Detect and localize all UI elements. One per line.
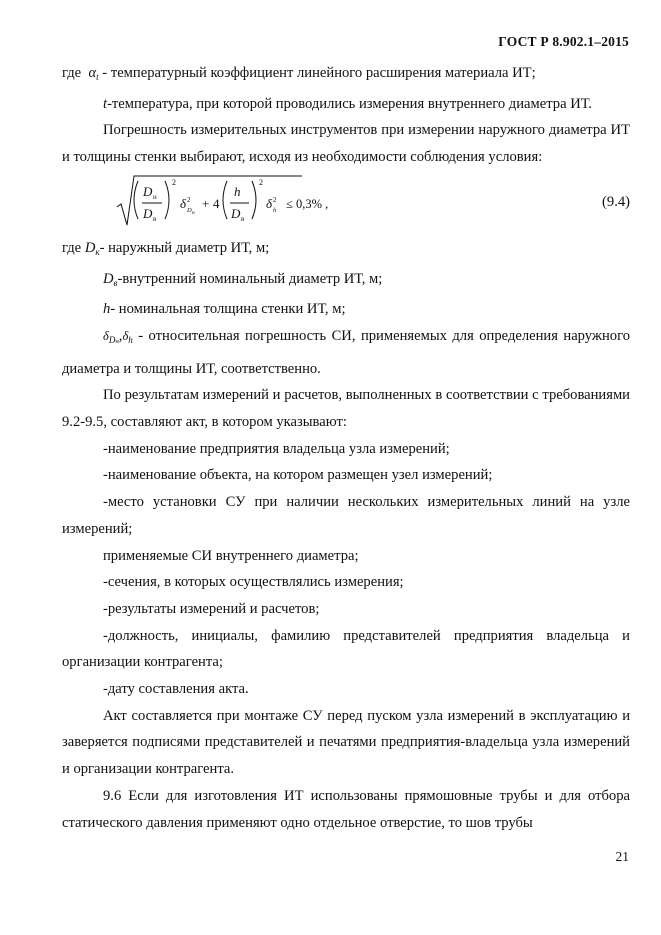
dk-subscript: к <box>95 246 100 257</box>
dv-symbol: D <box>103 270 114 287</box>
temperature-definition <box>62 91 630 118</box>
delta-h-sub: h <box>128 334 133 345</box>
list-item: -сечения, в которых осуществлялись измерения; <box>103 574 404 591</box>
standard-header: ГОСТ Р 8.902.1–2015 <box>498 34 629 49</box>
list-item: -место установки СУ при наличии нескольких измерительных линий на узле измерений; <box>62 494 630 537</box>
where-word-2: где <box>62 239 82 256</box>
document-body <box>62 60 630 836</box>
act-intro: По результатам измерений и расчетов, выполненных в соответствии с требованиями 9.2-9.5, составляют акт, в котором указывают: <box>62 387 630 431</box>
delta-d-sub: D <box>108 334 116 345</box>
alpha-description: - температурный коэффициент линейного расширения материала ИТ; <box>98 65 536 81</box>
list-item: -наименование предприятия владельца узла измерений; <box>103 440 450 457</box>
delta-h: δ <box>266 195 273 211</box>
dk-definition <box>62 235 630 266</box>
delta-description: - относительная погрешность СИ, применяемых для определения наружного диаметра и толщины ИТ, соответственно. <box>62 327 630 377</box>
t-symbol: t <box>103 95 108 112</box>
list-item: -результаты измерений и расчетов; <box>103 600 320 617</box>
formula-number: (9.4) <box>602 193 630 210</box>
list-item: -дату составления акта. <box>103 681 249 698</box>
delta-d-subscript: D <box>187 206 192 214</box>
alpha-definition <box>62 60 630 91</box>
delta-h-symbol: δ <box>122 328 129 343</box>
exponent-2: 2 <box>259 177 263 187</box>
delta-definition <box>62 323 630 382</box>
d-v-subscript-2: в <box>241 214 245 223</box>
alpha-symbol: α <box>88 65 97 81</box>
formula-9-4 <box>62 173 630 231</box>
d-v-denominator-2: D <box>231 205 241 221</box>
where-word: где <box>62 65 82 81</box>
h-definition <box>62 296 630 323</box>
dk-symbol: D <box>84 239 96 256</box>
delta-h-exponent: 2 <box>273 195 277 204</box>
formula-graphic <box>116 173 336 231</box>
left-paren-2 <box>223 181 227 219</box>
delta-d-symbol: δ <box>103 328 109 343</box>
right-paren-2 <box>252 181 256 219</box>
coefficient-4: 4 <box>213 195 220 211</box>
delta-comma: , <box>118 327 123 344</box>
page-number: 21 <box>615 849 629 864</box>
dk-description: - наружный диаметр ИТ, м; <box>99 239 270 256</box>
delta-h-subscript: h <box>273 206 277 214</box>
t-description: -температура, при которой проводились измерения внутреннего диаметра ИТ. <box>107 95 592 112</box>
d-n-numerator: D <box>143 183 153 199</box>
dv-definition <box>62 266 630 297</box>
formula-rhs: ≤ 0,3% , <box>286 196 329 211</box>
d-v-subscript: в <box>153 214 157 223</box>
delta-d-subsub: н <box>192 210 195 216</box>
delta-d-exponent: 2 <box>187 195 191 204</box>
dv-description: -внутренний номинальный диаметр ИТ, м; <box>117 270 383 287</box>
exponent-1: 2 <box>172 177 176 187</box>
delta-d-subsub-text: н <box>115 337 119 345</box>
left-paren-1 <box>134 181 138 219</box>
h-numerator: h <box>234 183 241 199</box>
accuracy-paragraph: Погрешность измерительных инструментов при измерении наружного диаметра ИТ и толщины стенки выбирают, исходя из необходимости соблюдения условия: <box>62 122 630 166</box>
list-item: применяемые СИ внутреннего диаметра; <box>103 547 359 564</box>
h-symbol: h <box>103 301 111 318</box>
right-paren-1 <box>165 181 169 219</box>
alpha-subscript: t <box>96 72 99 82</box>
dv-subscript: в <box>113 277 118 288</box>
act-paragraph: Акт составляется при монтаже СУ перед пуском узла измерений в эксплуатацию и заверяется подписями представителей и печатями предприятия-владельца узла измерений и организации контрагента. <box>62 707 630 778</box>
d-n-subscript: н <box>153 192 157 201</box>
delta-d: δ <box>180 195 187 211</box>
list-item: -наименование объекта, на котором размещен узел измерений; <box>103 467 493 484</box>
plus-sign: + <box>202 195 210 211</box>
d-v-denominator: D <box>143 205 153 221</box>
h-description: - номинальная толщина стенки ИТ, м; <box>110 301 346 318</box>
section-9-6: 9.6 Если для изготовления ИТ использованы прямошовные трубы и для отбора статического давления применяют одно отдельное отверстие, то шов трубы <box>62 787 630 831</box>
list-item: -должность, инициалы, фамилию представителей предприятия владельца и организации контрагента; <box>62 627 630 671</box>
